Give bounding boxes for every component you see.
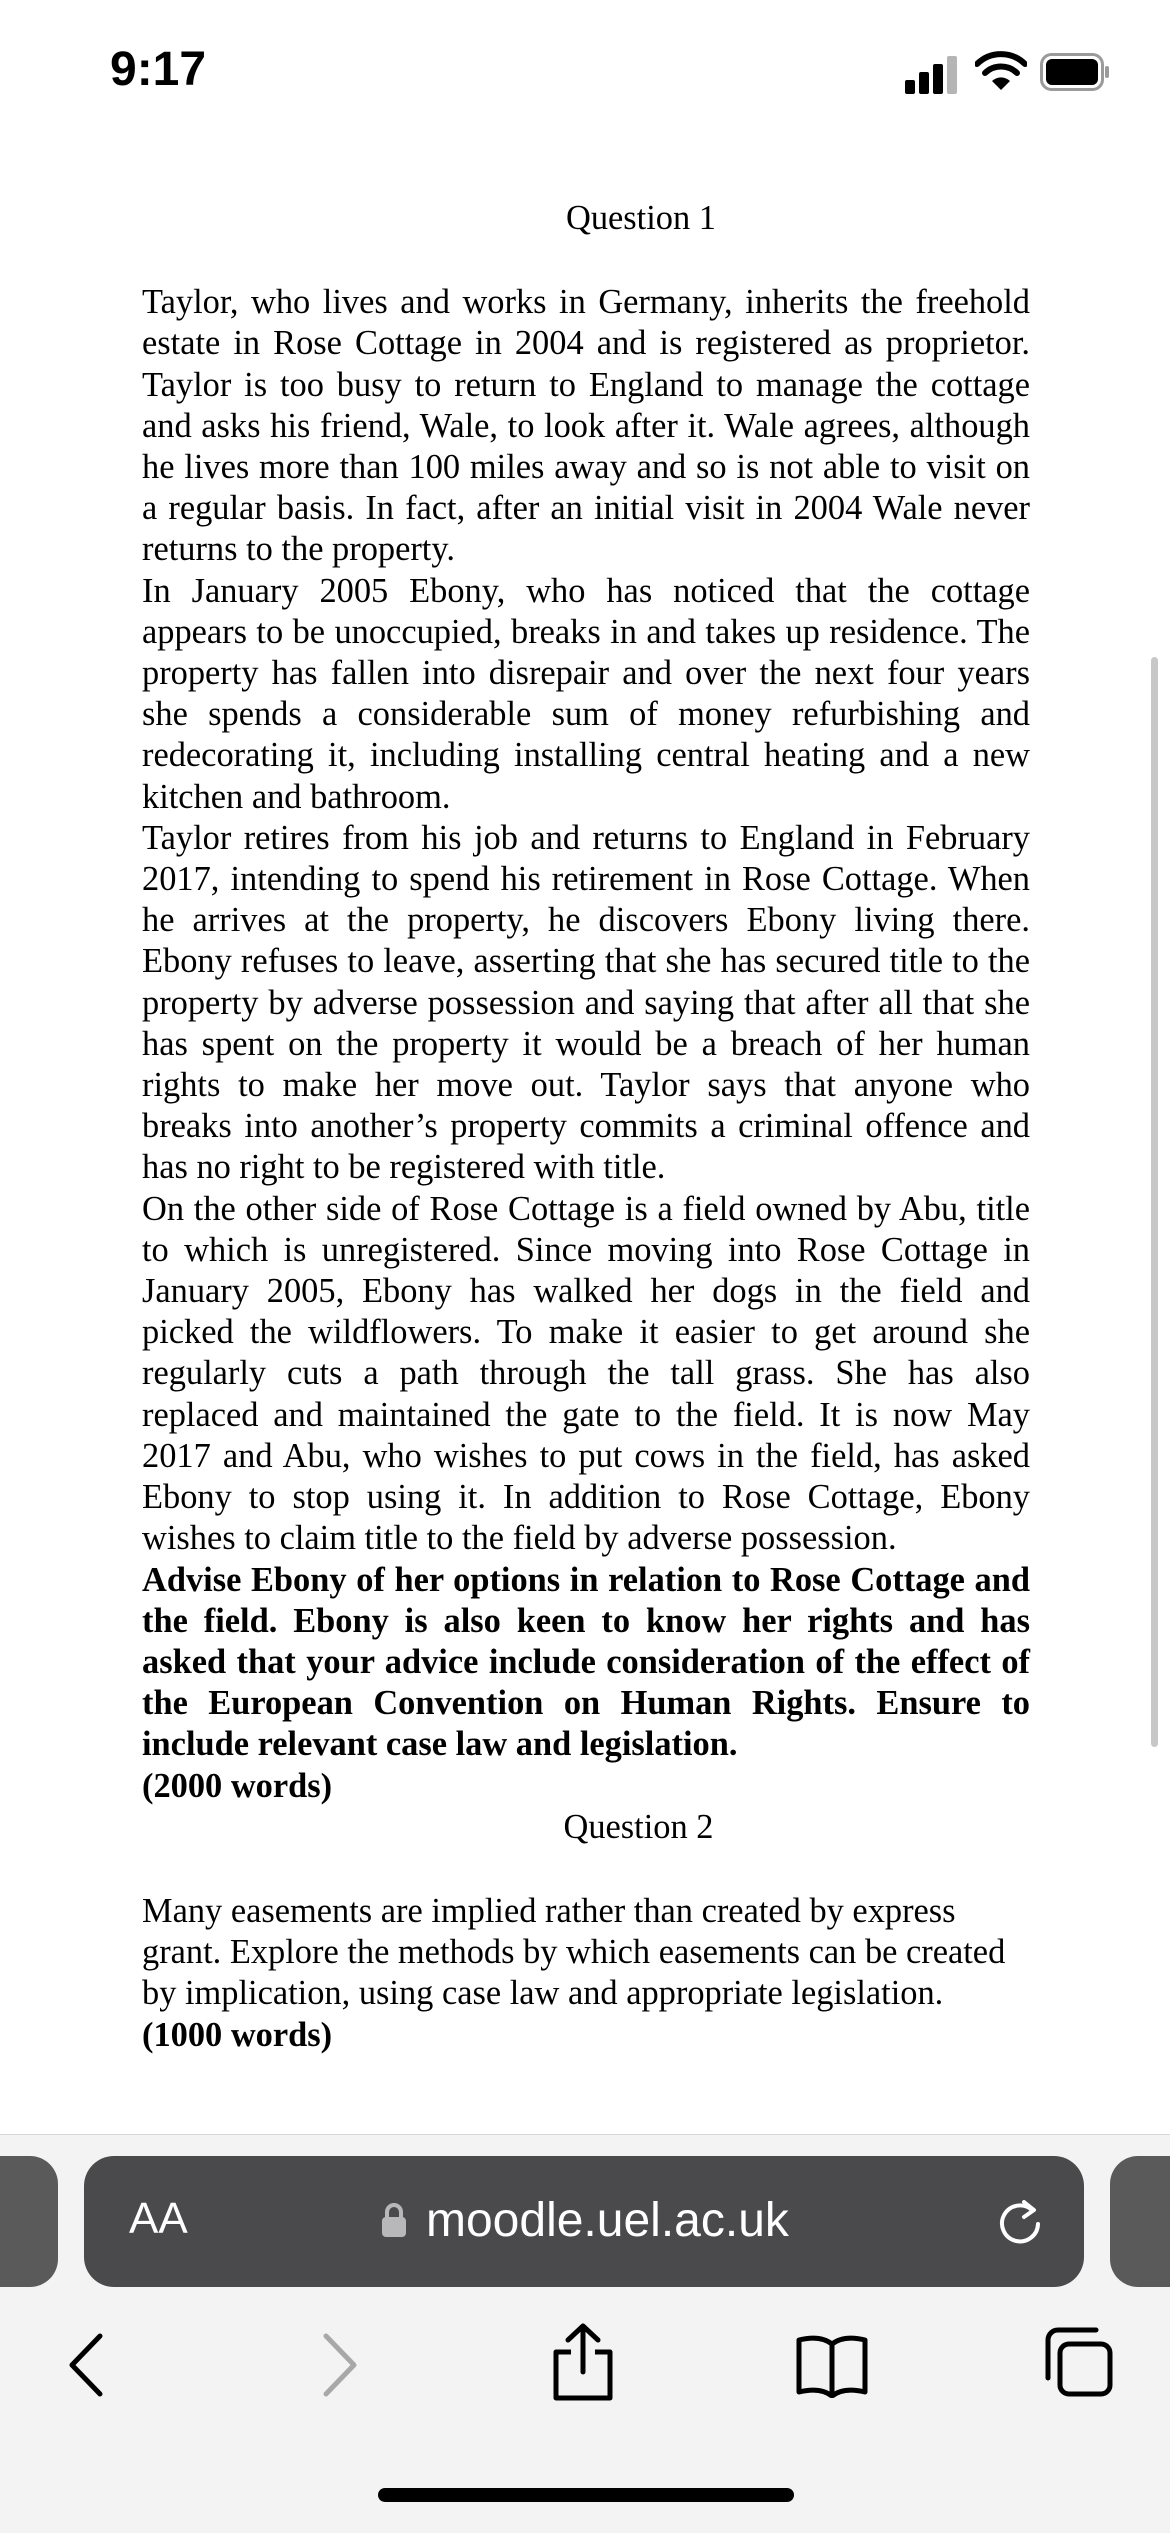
bookmarks-icon (795, 2332, 869, 2398)
address-bar[interactable] (84, 2156, 1084, 2287)
question-1-instruction: Advise Ebony of her options in relation to Rose Cottage and the field. Ebony is also keen to know her rights and has asked that your advice include consideration of the effect of the European Convention on Human Rights. Ensure to include relevant case law and legislation. (142, 1560, 1030, 1764)
forward-icon (318, 2330, 362, 2400)
share-icon (550, 2322, 616, 2402)
back-icon (64, 2330, 108, 2400)
text-size-button[interactable]: AA (129, 2194, 188, 2243)
question-1-paragraph: Taylor retires from his job and returns to England in February 2017, intending to spend his retirement in Rose Cottage. When he arrives at the property, he discovers Ebony living there. Ebony refuses to leave, asserting that she has secured title to the property by adverse possession and saying that after all that she has spent on the property it would be a breach of her human rights to make her move out. Taylor says that anyone who breaks into another’s property commits a criminal offence and has no right to be registered with title. (142, 818, 1030, 1187)
question-1-paragraph: In January 2005 Ebony, who has noticed that the cottage appears to be unoccupied, breaks in and takes up residence. The property has fallen into disrepair and over the next four years she spends a considerable sum of money refurbishing and redecorating it, including installing central heating and a new kitchen and bathroom. (142, 571, 1030, 816)
tabs-icon (1044, 2326, 1114, 2398)
question-1-paragraph: On the other side of Rose Cottage is a field owned by Abu, title to which is unregistered. Since moving into Rose Cottage in January 2005, Ebony has walked her dogs in the field and picked the wildflowers. To make it easier to get around she regularly cuts a path through the tall grass. She has also replaced and maintained the gate to the field. It is now May 2017 and Abu, who wishes to put cows in the field, has asked Ebony to stop using it. In addition to Rose Cottage, Ebony wishes to claim title to the field by adverse possession. (142, 1189, 1030, 1558)
cellular-signal-icon (905, 54, 961, 94)
question-2-paragraph: Many easements are implied rather than created by express grant. Explore the methods by which easements can be created by implication, using case law and appropriate legislation. (142, 1891, 1006, 2013)
previous-tab-preview[interactable] (0, 2156, 58, 2287)
question-2-title: Question 2 (563, 1807, 714, 1846)
battery-icon (1040, 53, 1110, 91)
forward-button[interactable] (318, 2330, 362, 2400)
next-tab-preview[interactable] (1110, 2156, 1170, 2287)
reload-icon[interactable] (994, 2196, 1046, 2248)
home-indicator[interactable] (378, 2488, 794, 2502)
status-time: 9:17 (110, 43, 207, 96)
question-1-paragraph: Taylor, who lives and works in Germany, inherits the freehold estate in Rose Cottage in 2004 and is registered as proprietor. Taylor is too busy to return to England to manage the cottage and asks his friend, Wale, to look after it. Wale agrees, although he lives more than 100 miles away and so is not able to visit on a regular basis. In fact, after an initial visit in 2004 Wale never returns to the property. (142, 283, 1030, 569)
scrollbar[interactable] (1151, 657, 1158, 1747)
question-1-title: Question 1 (566, 199, 716, 237)
bookmarks-button[interactable] (795, 2332, 869, 2402)
document-content (142, 198, 1030, 2056)
share-button[interactable] (550, 2322, 616, 2392)
question-1-word-count: (2000 words) (142, 1766, 333, 1805)
question-2-word-count: (1000 words) (142, 2015, 333, 2054)
tabs-button[interactable] (1044, 2326, 1114, 2396)
back-button[interactable] (64, 2330, 108, 2400)
status-bar (0, 0, 1170, 150)
lock-icon (380, 2202, 408, 2238)
url-text[interactable]: moodle.uel.ac.uk (426, 2194, 789, 2247)
wifi-icon (975, 50, 1027, 92)
